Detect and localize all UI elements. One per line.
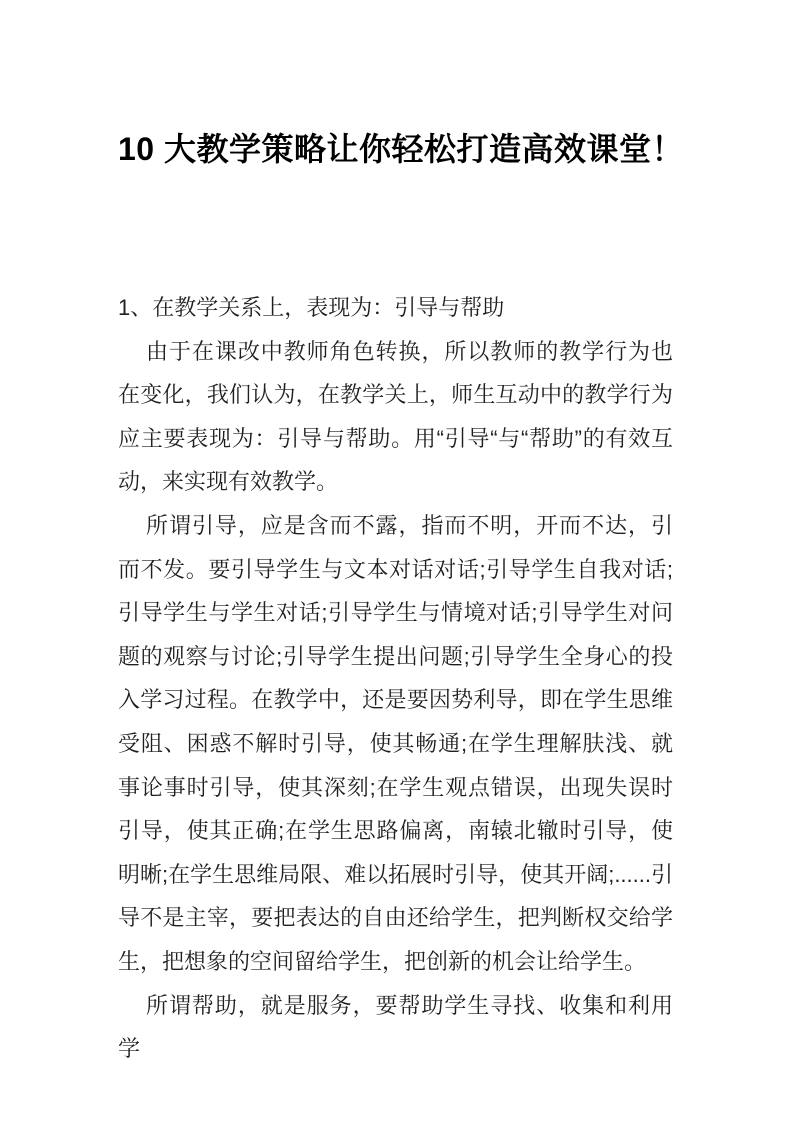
paragraph-list xyxy=(118,330,673,1071)
document-content xyxy=(118,0,684,1071)
paragraph: 所谓引导，应是含而不露，指而不明，开而不达，引而不发。要引导学生与文本对话对话;引导学生自我对话;引导学生与学生对话;引导学生与情境对话;引导学生对问题的观察与讨论;引导学生提出问题;引导学生全身心的投入学习过程。在教学中，还是要因势利导，即在学生思维受阻、困惑不解时引导，使其畅通;在学生理解肤浅、就事论事时引导，使其深刻;在学生观点错误，出现失误时引导，使其正确;在学生思路偏离，南辕北辙时引导，使明晰;在学生思维局限、难以拓展时引导，使其开阔;......引导不是主宰，要把表达的自由还给学生，把判断权交给学生，把想象的空间留给学生，把创新的机会让给学生。 xyxy=(118,512,673,974)
document-title: 10 大教学策略让你轻松打造高效课堂！ xyxy=(118,131,684,167)
document-body xyxy=(118,286,673,1071)
paragraph: 由于在课改中教师角色转换，所以教师的教学行为也在变化，我们认为，在教学关上，师生互动中的教学行为应主要表现为：引导与帮助。用“引导“与“帮助”的有效互动，来实现有效教学。 xyxy=(118,338,673,495)
section-heading: 1、在教学关系上，表现为：引导与帮助 xyxy=(118,295,505,320)
paragraph: 所谓帮助，就是服务，要帮助学生寻找、收集和利用学 xyxy=(118,992,673,1062)
